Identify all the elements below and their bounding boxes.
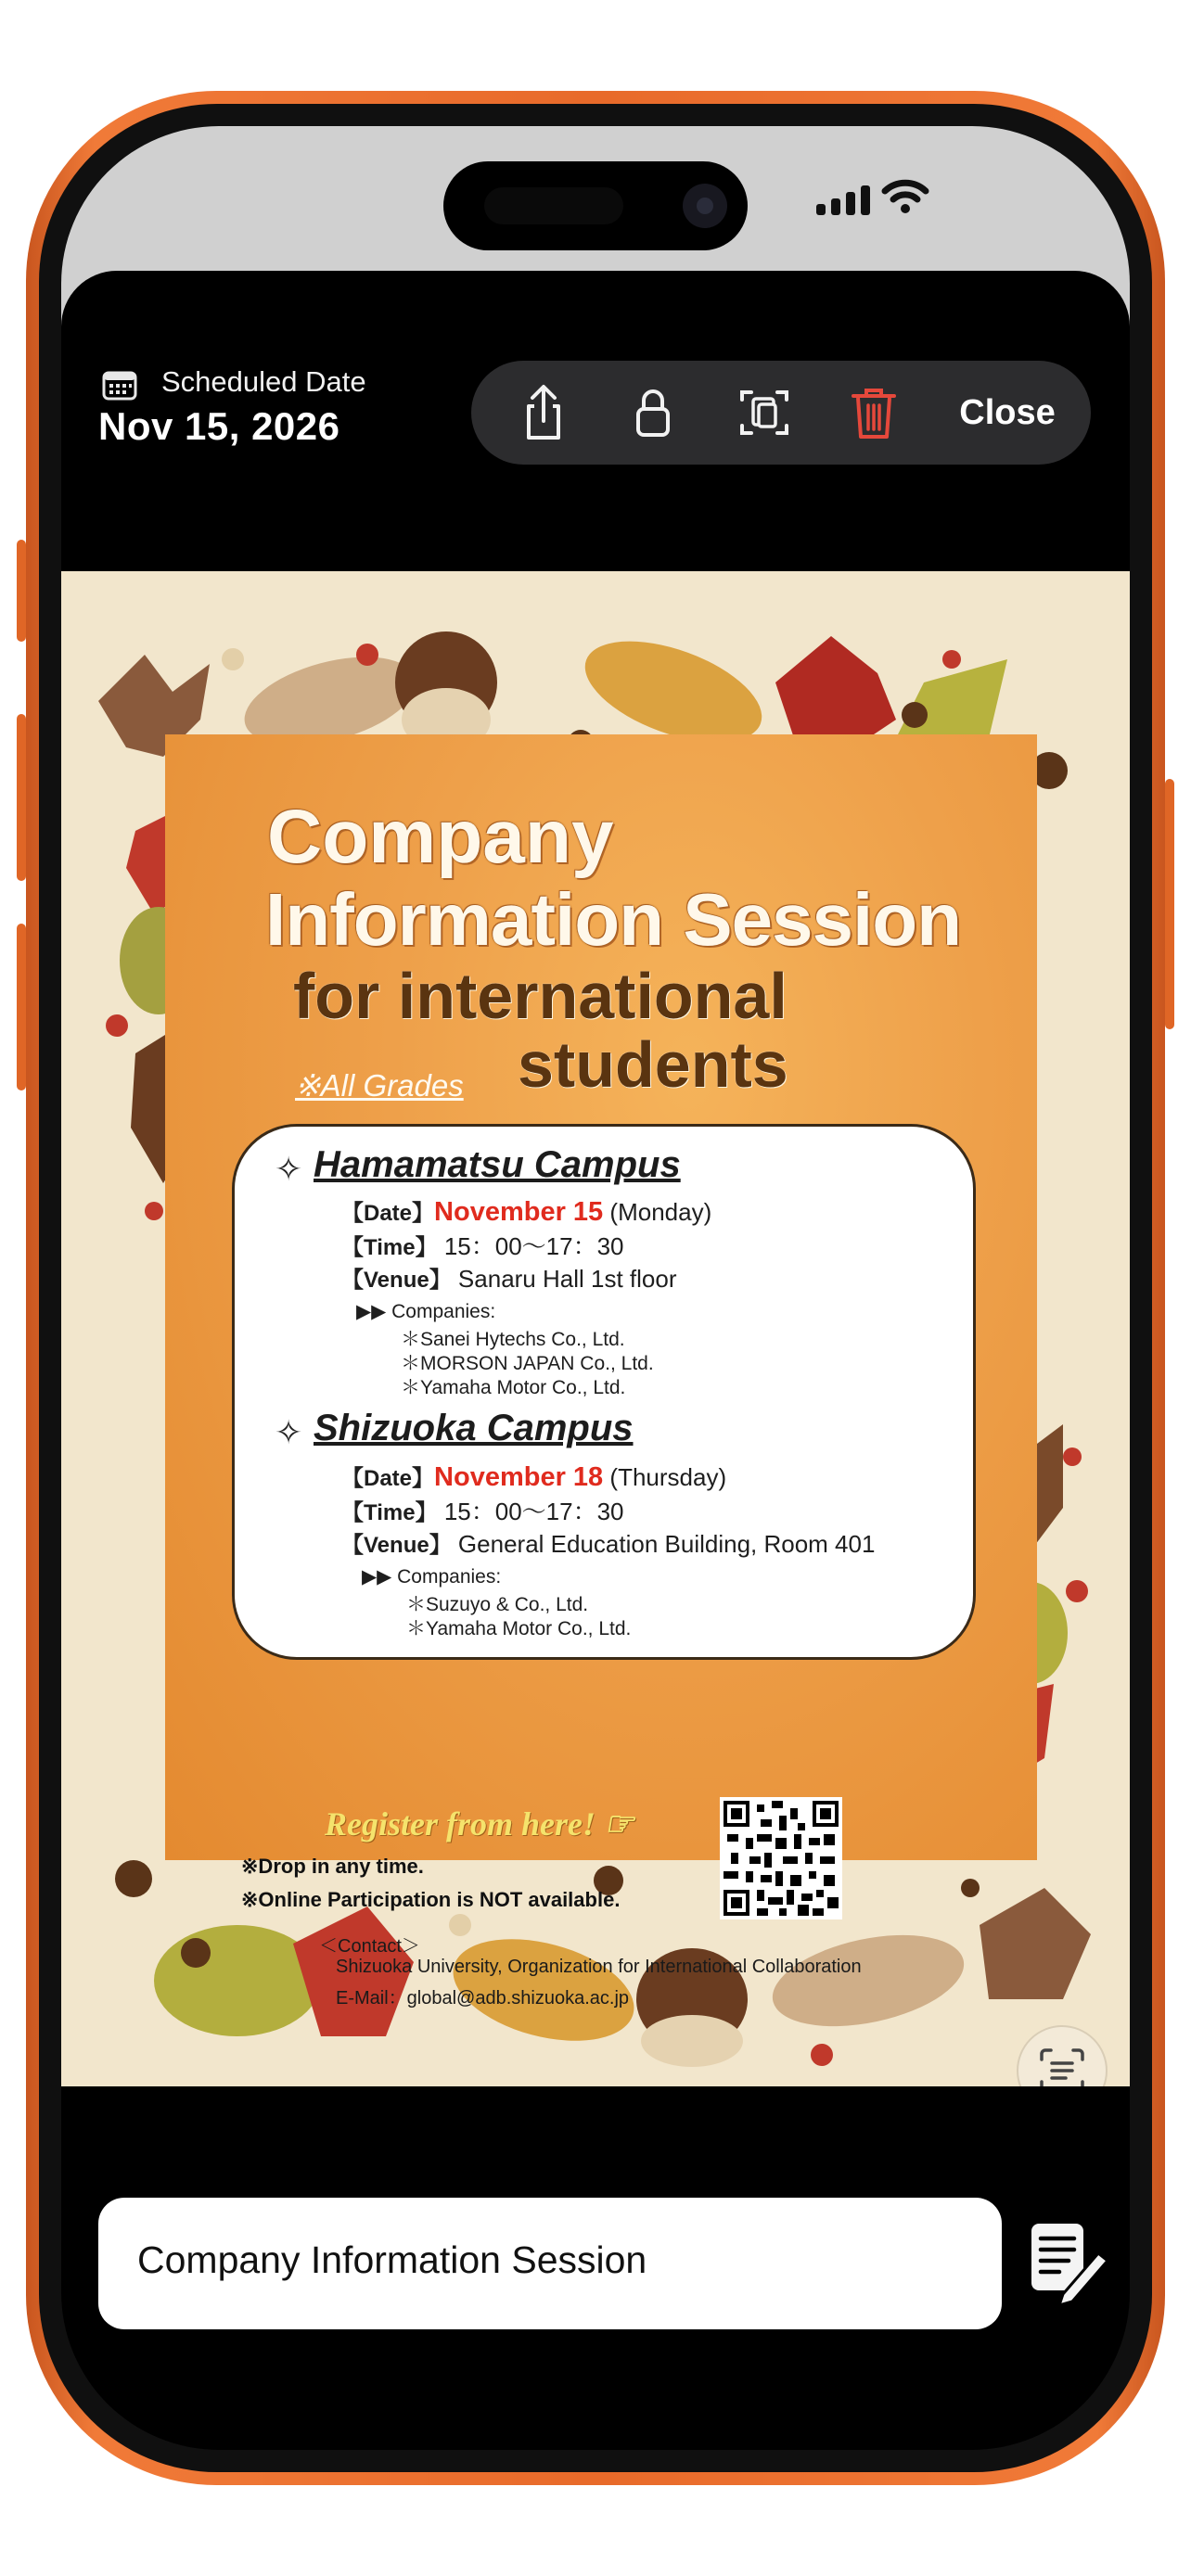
companies-label: ▶▶ Companies: bbox=[356, 1301, 496, 1322]
register-text: Register from here! ☞ bbox=[325, 1805, 634, 1843]
drop-in-note: ※Drop in any time. bbox=[241, 1855, 424, 1878]
power-button bbox=[1165, 779, 1174, 1029]
campus-name: Hamamatsu Campus bbox=[314, 1144, 681, 1185]
lock-icon bbox=[634, 387, 672, 439]
sparkle-icon: ✧ bbox=[275, 1413, 303, 1451]
campus-time: 【Time】 15：00〜17：30 bbox=[341, 1498, 624, 1525]
trash-icon bbox=[851, 385, 897, 440]
volume-down-button bbox=[17, 924, 26, 1090]
toolbar bbox=[471, 361, 1091, 465]
campus-date: 【Date】November 18 (Thursday) bbox=[341, 1462, 727, 1492]
companies-label: ▶▶ Companies: bbox=[362, 1566, 502, 1588]
all-grades-note: ※All Grades bbox=[295, 1068, 464, 1103]
text-scan-icon bbox=[1038, 2047, 1086, 2086]
poster-title-line1: Company bbox=[267, 795, 614, 879]
poster-image[interactable] bbox=[61, 571, 1130, 2086]
caption-text: Company Information Session bbox=[137, 2238, 647, 2281]
scheduled-date-value[interactable]: Nov 15, 2026 bbox=[98, 404, 340, 448]
camera-icon bbox=[683, 184, 727, 228]
poster-title-line2: Information Session bbox=[265, 878, 961, 961]
qr-code-icon bbox=[720, 1797, 842, 1919]
cellular-signal-icon bbox=[816, 185, 872, 215]
campus-venue: 【Venue】 General Education Building, Room 401 bbox=[341, 1530, 876, 1558]
lock-button[interactable] bbox=[607, 361, 699, 465]
sensor-icon bbox=[484, 187, 623, 224]
scheduled-date-label: Scheduled Date bbox=[161, 365, 366, 398]
campus-date: 【Date】November 15 (Monday) bbox=[341, 1197, 712, 1227]
screen bbox=[61, 126, 1130, 2450]
online-note: ※Online Participation is NOT available. bbox=[241, 1888, 621, 1911]
company-item: ＊Sanei Hytechs Co., Ltd. bbox=[401, 1329, 625, 1350]
volume-up-button bbox=[17, 714, 26, 881]
note-edit-icon bbox=[1026, 2216, 1109, 2309]
edit-note-button[interactable] bbox=[1026, 2216, 1109, 2309]
share-button[interactable] bbox=[497, 361, 590, 465]
company-item: ＊Yamaha Motor Co., Ltd. bbox=[406, 1618, 632, 1639]
poster-title-line3: for international bbox=[293, 960, 788, 1032]
wifi-icon bbox=[881, 178, 929, 215]
company-item: ＊Yamaha Motor Co., Ltd. bbox=[401, 1377, 626, 1398]
calendar-icon bbox=[102, 369, 137, 401]
close-label: Close bbox=[959, 392, 1056, 432]
campus-name: Shizuoka Campus bbox=[314, 1408, 634, 1448]
share-icon bbox=[521, 384, 566, 441]
company-item: ＊Suzuyo & Co., Ltd. bbox=[406, 1594, 589, 1615]
close-button[interactable] bbox=[942, 361, 1072, 465]
campus-time: 【Time】 15：00〜17：30 bbox=[341, 1232, 624, 1260]
delete-button[interactable] bbox=[827, 361, 920, 465]
contact-org: Shizuoka University, Organization for International Collaboration bbox=[336, 1957, 862, 1977]
caption-input[interactable] bbox=[98, 2198, 1002, 2329]
contact-email: E-Mail：global@adb.shizuoka.ac.jp bbox=[336, 1988, 630, 2009]
poster-title-line4: students bbox=[518, 1028, 788, 1101]
duplicate-icon bbox=[738, 387, 790, 439]
dynamic-island bbox=[443, 161, 748, 250]
duplicate-button[interactable] bbox=[718, 361, 811, 465]
action-button bbox=[17, 540, 26, 642]
sparkle-icon: ✧ bbox=[275, 1150, 303, 1188]
company-item: ＊MORSON JAPAN Co., Ltd. bbox=[401, 1353, 654, 1374]
campus-venue: 【Venue】 Sanaru Hall 1st floor bbox=[341, 1265, 677, 1293]
contact-label: ＜Contact＞ bbox=[319, 1936, 420, 1957]
